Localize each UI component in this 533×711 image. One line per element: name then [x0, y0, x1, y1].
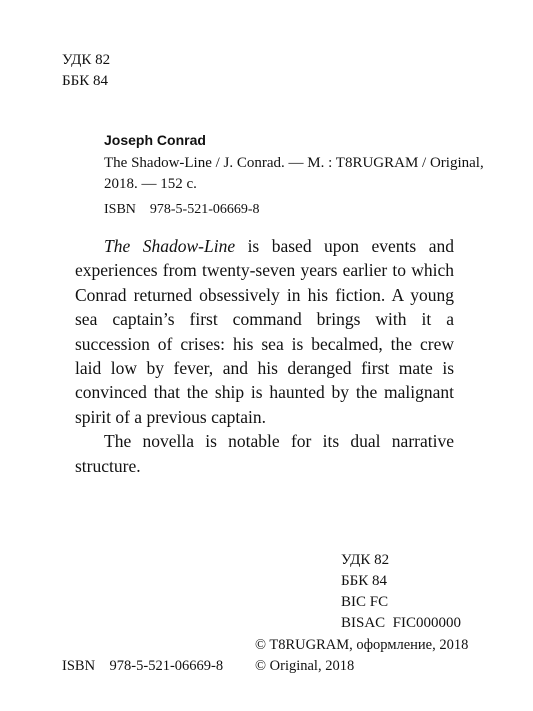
top-classification — [62, 50, 110, 92]
author-name: Joseph Conrad — [104, 132, 206, 148]
bibliographic-line-1: The Shadow-Line / J. Conrad. — M. : T8RUGRAM / Original, — [104, 155, 484, 171]
copyright-line-2: © Original, 2018 — [255, 658, 355, 674]
annotation — [75, 234, 454, 478]
bisac-code: BISAC FIC000000 — [341, 615, 462, 631]
annotation-paragraph-2: The novella is notable for its dual narrative structure. — [75, 431, 454, 476]
udk-code: УДК 82 — [62, 52, 111, 68]
annotation-paragraph-1 — [75, 234, 454, 429]
isbn-line: ISBN 978-5-521-06669-8 — [104, 202, 260, 217]
book-title: The Shadow-Line — [104, 236, 236, 256]
bibliographic-description — [104, 153, 484, 195]
bibliographic-line-2: 2018. — 152 с. — [104, 176, 197, 192]
bbk-code: ББК 84 — [341, 573, 387, 589]
bic-code: BIC FC — [341, 594, 389, 610]
bottom-classification — [341, 550, 461, 634]
copyright-block — [255, 635, 468, 677]
copyright-line-1: © T8RUGRAM, оформление, 2018 — [255, 637, 469, 653]
bbk-code: ББК 84 — [62, 73, 108, 89]
udk-code: УДК 82 — [341, 552, 390, 568]
annotation-paragraph-1-text: is based upon events and experiences from twenty-seven years earlier to which Conrad returned obsessively in his fiction. A young sea captain’s first command brings with it a succession of crises: his sea is becalmed, the crew laid low by fever, and his deranged first mate is convinced that the ship is haunted by the malignant spirit of a previous captain. — [75, 236, 454, 427]
bottom-isbn: ISBN 978-5-521-06669-8 — [62, 658, 224, 674]
